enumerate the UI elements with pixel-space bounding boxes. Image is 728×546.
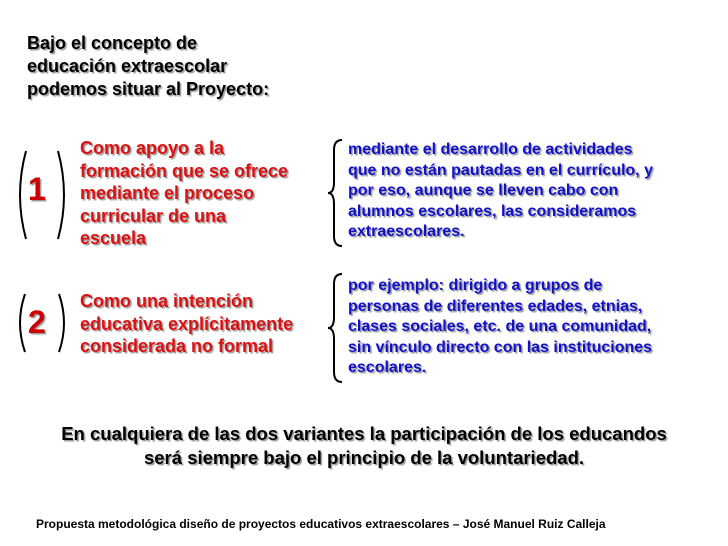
conclusion-line: En cualquiera de las dos variantes la participación de los educandos [61, 423, 667, 444]
red-line: Como apoyo a la [80, 138, 225, 158]
red-line: formación que se ofrece [80, 160, 289, 181]
item-2-explanation [348, 276, 652, 379]
brace-1 [326, 138, 346, 248]
item-1-description [80, 137, 288, 250]
red-line: mediante el proceso [80, 183, 255, 203]
blue-line: personas de diferentes edades, etnias, [348, 297, 643, 315]
red-line: educativa explícitamente [80, 313, 294, 334]
conclusion-line: será siempre bajo el principio de la voluntariedad. [143, 447, 585, 468]
intro-line: Bajo el concepto de [27, 33, 198, 53]
blue-line: por eso, aunque se lleven cabo con [348, 182, 619, 199]
red-line: curricular de una [80, 205, 227, 226]
blue-line: sin vínculo directo con las instituciones [348, 338, 653, 356]
blue-line: que no están pautadas en el currículo, y [348, 161, 653, 179]
red-line: considerada no formal [80, 336, 274, 356]
intro-text [27, 32, 327, 101]
item-1-explanation [348, 140, 653, 243]
footer-credit: Propuesta metodológica diseño de proyectos educativos extraescolares – José Manuel Ruiz Calleja [36, 517, 606, 531]
parentheses-1 [12, 145, 72, 245]
parentheses-2 [12, 290, 72, 356]
item-number-2: 2 [28, 304, 46, 340]
blue-line: alumnos escolares, las consideramos [348, 202, 637, 220]
blue-line: mediante el desarrollo de actividades [348, 141, 633, 158]
intro-line: podemos situar al Proyecto: [27, 79, 270, 99]
intro-line: educación extraescolar [27, 56, 228, 76]
right-paren-2 [59, 294, 64, 352]
blue-line: extraescolares. [348, 223, 465, 240]
left-paren-2 [20, 294, 25, 352]
item-number-1: 1 [28, 171, 46, 207]
red-line: escuela [80, 228, 147, 248]
blue-line: clases sociales, etc. de una comunidad, [348, 318, 652, 335]
conclusion-text [26, 422, 702, 470]
right-paren-1 [58, 151, 64, 239]
item-2-description [80, 290, 293, 358]
blue-line: por ejemplo: dirigido a grupos de [348, 277, 603, 294]
brace-2 [326, 272, 346, 384]
blue-line: escolares. [348, 359, 427, 376]
red-line: Como una intención [80, 291, 253, 311]
left-paren-1 [20, 151, 26, 239]
